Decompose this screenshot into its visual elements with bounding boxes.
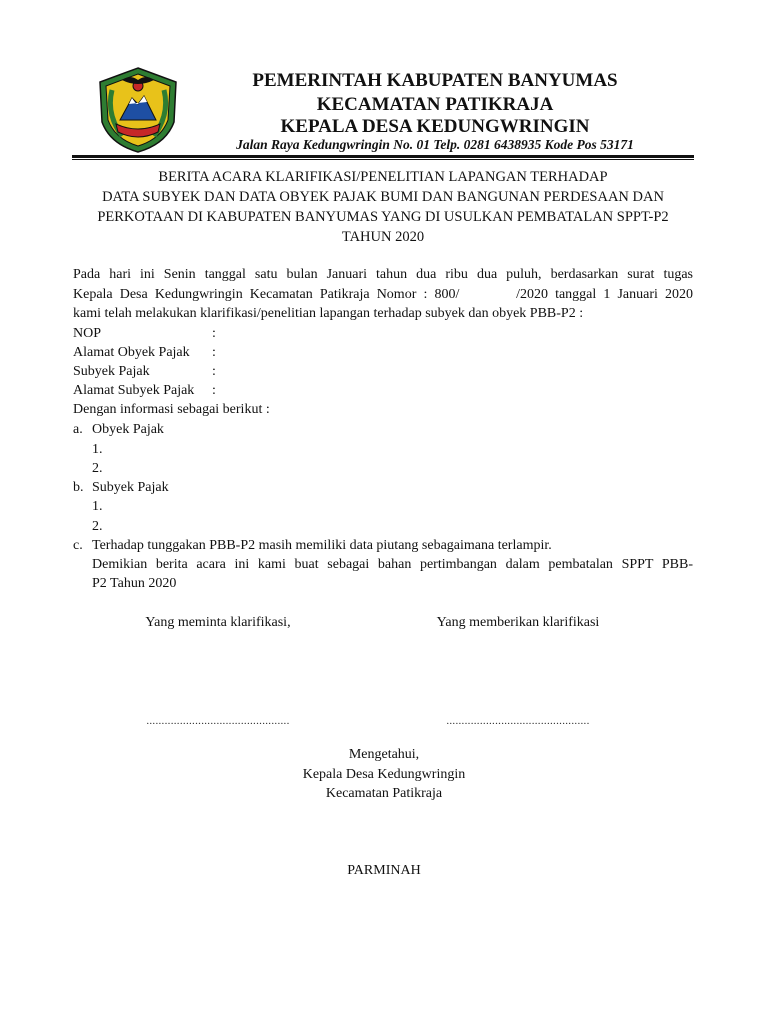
approval-district: Kecamatan Patikraja [325,786,443,801]
signature-right-line: ............................................... [446,715,590,727]
intro-line-2: Kepala Desa Kedungwringin Kecamatan Patikraja Nomor : 800/ /2020 tanggal 1 Januari 2020 [73,287,693,302]
field-taxpayer-address-label: Alamat Subyek Pajak [73,383,195,398]
field-nop-label: NOP [73,326,102,341]
approval-acknowledged: Mengetahui, [348,747,420,762]
item-a-2: 2. [92,461,103,476]
field-nop-colon: : [212,326,216,341]
header-address: Jalan Raya Kedungwringin No. 01 Telp. 0281 6438935 Kode Pos 53171 [236,137,634,152]
field-object-address-colon: : [212,345,216,360]
signature-left-label: Yang meminta klarifikasi, [145,615,291,630]
header-divider-thick [72,155,694,158]
item-a-1: 1. [92,442,103,457]
item-b-1: 1. [92,499,103,514]
document-title-line-4: TAHUN 2020 [341,229,425,245]
document-title-line-2: DATA SUBYEK DAN DATA OBYEK PAJAK BUMI DAN BANGUNAN PERDESAAN DAN [102,189,664,205]
info-intro: Dengan informasi sebagai berikut : [73,402,270,417]
item-b-label: Subyek Pajak [92,480,169,495]
intro-line-3: kami telah melakukan klarifikasi/penelitian lapangan terhadap subyek dan obyek PBB-P2 : [73,306,584,321]
closing-line-1: Demikian berita acara ini kami buat sebagai bahan pertimbangan dalam pembatalan SPPT PBB- [92,557,693,572]
field-taxpayer-label: Subyek Pajak [73,364,150,379]
item-c-marker: c. [73,538,83,553]
approval-title: Kepala Desa Kedungwringin [302,767,466,782]
item-a-marker: a. [73,422,83,437]
item-b-2: 2. [92,519,103,534]
field-taxpayer-colon: : [212,364,216,379]
field-object-address-label: Alamat Obyek Pajak [73,345,190,360]
header-district: KECAMATAN PATIKRAJA [316,94,554,115]
signature-left-line: ............................................... [146,715,290,727]
banyumas-regency-emblem-icon [92,64,184,156]
document-title-line-1: BERITA ACARA KLARIFIKASI/PENELITIAN LAPANGAN TERHADAP [158,169,608,185]
item-a-label: Obyek Pajak [92,422,164,437]
closing-line-2: P2 Tahun 2020 [92,576,177,591]
header-government: PEMERINTAH KABUPATEN BANYUMAS [252,70,618,91]
intro-line-1: Pada hari ini Senin tanggal satu bulan Januari tahun dua ribu dua puluh, berdasarkan surat tugas [73,267,693,282]
signature-right-label: Yang memberikan klarifikasi [436,615,600,630]
field-taxpayer-address-colon: : [212,383,216,398]
item-c-label: Terhadap tunggakan PBB-P2 masih memiliki data piutang sebagaimana terlampir. [92,538,552,553]
document-title-line-3: PERKOTAAN DI KABUPATEN BANYUMAS YANG DI USULKAN PEMBATALAN SPPT-P2 [97,209,669,225]
header-village-head: KEPALA DESA KEDUNGWRINGIN [280,116,590,137]
header-divider-thin [72,159,694,160]
approval-signatory-name: PARMINAH [347,863,421,878]
item-b-marker: b. [73,480,84,495]
